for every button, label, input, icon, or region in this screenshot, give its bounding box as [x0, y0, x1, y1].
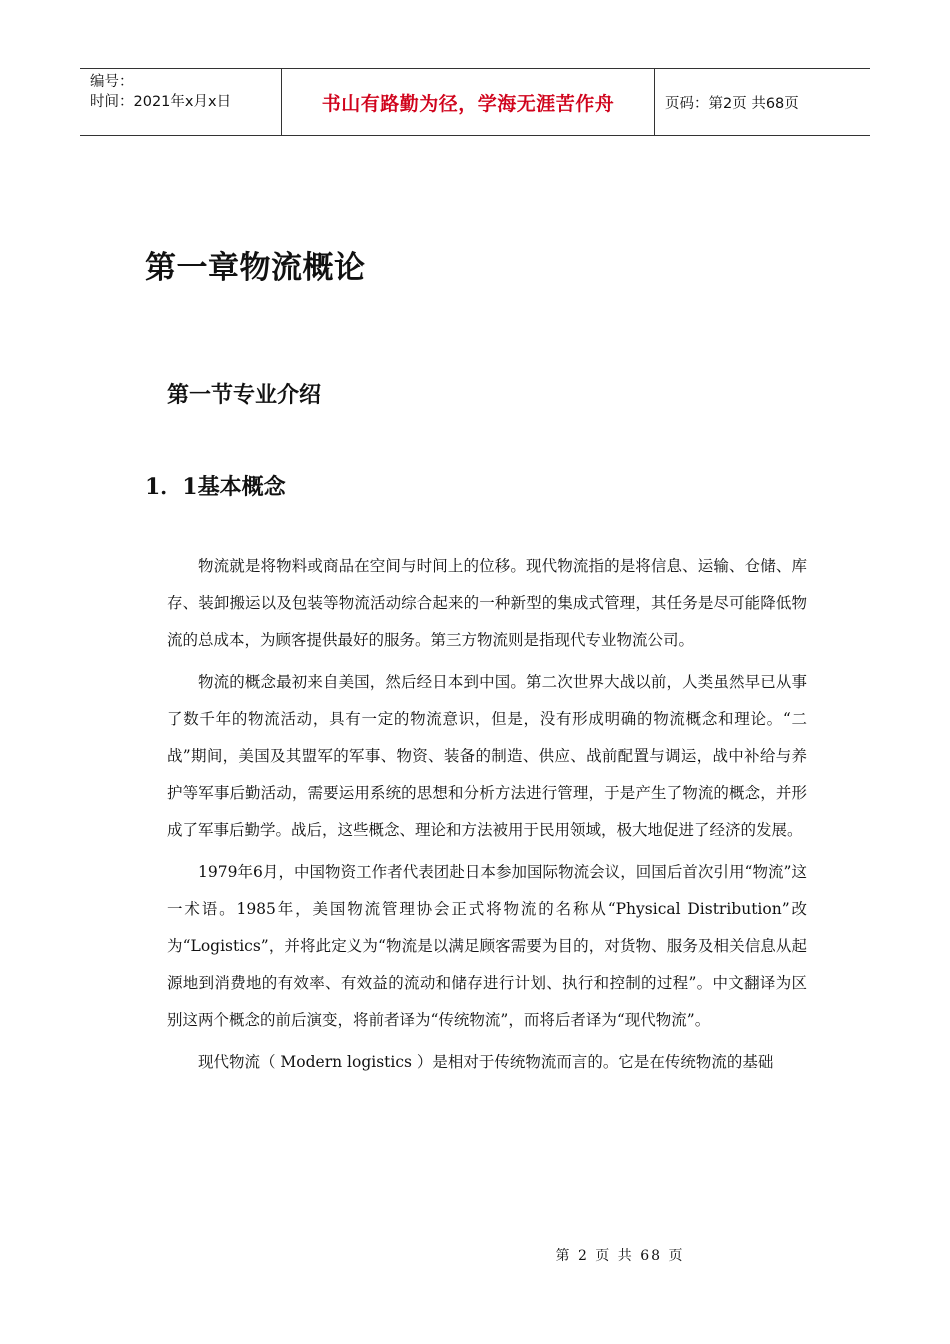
serial-number-label: 编号： [90, 74, 134, 90]
header-left-cell [80, 69, 282, 135]
body-text [167, 548, 807, 1086]
paragraph: 物流就是将物料或商品在空间与时间上的位移。现代物流指的是将信息、运输、仓储、库存、装卸搬运以及包装等物流活动综合起来的一种新型的集成式管理，其任务是尽可能降低物流的总成本，为顾客提供最好的服务。第三方物流则是指现代专业物流公司。 [167, 557, 807, 649]
page-footer: 第 2 页 共 68 页 [555, 1248, 685, 1264]
subsection-title: 1．1基本概念 [145, 474, 286, 500]
header-page-info: 页码：第2页 共68页 [665, 95, 799, 112]
chapter-title: 第一章物流概论 [145, 250, 366, 286]
paragraph: 物流的概念最初来自美国，然后经日本到中国。第二次世界大战以前，人类虽然早已从事了数千年的物流活动，具有一定的物流意识，但是，没有形成明确的物流概念和理论。“二战”期间，美国及其盟军的军事、物资、装备的制造、供应、战前配置与调运，战中补给与养护等军事后勤活动，需要运用系统的思想和分析方法进行管理，于是产生了物流的概念，并形成了军事后勤学。战后，这些概念、理论和方法被用于民用领域，极大地促进了经济的发展。 [167, 673, 807, 839]
paragraph: 现代物流（ Modern logistics ）是相对于传统物流而言的。它是在传统物流的基础 [198, 1053, 774, 1071]
section-title: 第一节专业介绍 [167, 383, 322, 408]
header-motto: 书山有路勤为径，学海无涯苦作舟 [282, 69, 655, 135]
time-label: 时间：2021年x月x日 [90, 94, 232, 110]
page-header [80, 68, 870, 136]
paragraph: 1979年6月，中国物资工作者代表团赴日本参加国际物流会议，回国后首次引用“物流”这一术语。1985年，美国物流管理协会正式将物流的名称从“Physical Distribution”改为“Logistics”，并将此定义为“物流是以满足顾客需要为目的，对货物、服务及相关信息从起源地到消费地的有效率、有效益的流动和储存进行计划、执行和控制的过程”。中文翻译为区别这两个概念的前后演变，将前者译为“传统物流”，而将后者译为“现代物流”。 [167, 863, 807, 1029]
